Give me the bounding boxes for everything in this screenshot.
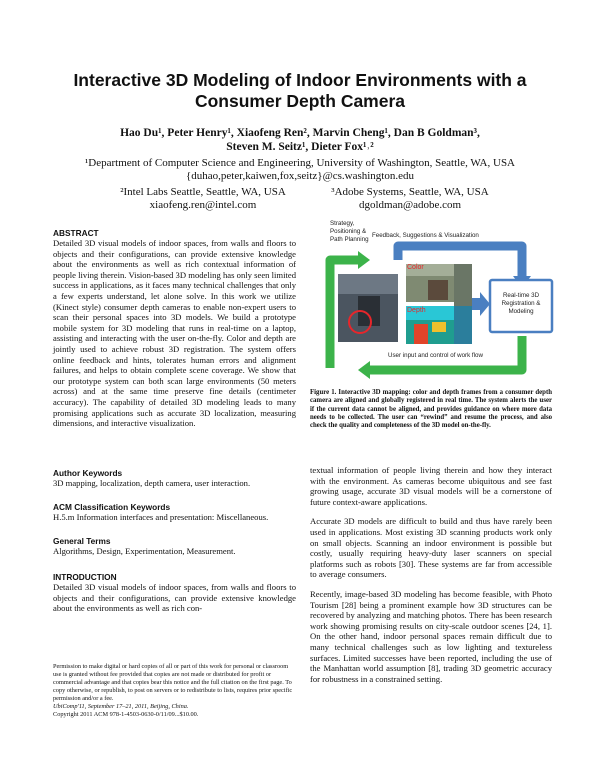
affiliation-adobe-email: dgoldman@adobe.com: [358, 199, 462, 211]
general-terms-text: Algorithms, Design, Experimentation, Measurement.: [53, 546, 236, 556]
permission-notice: [53, 663, 296, 719]
paper-title: Interactive 3D Modeling of Indoor Environments with a Consumer Depth Camera: [73, 70, 527, 111]
affiliation-intel-name: ²Intel Labs Seattle, Seattle, WA, USA: [120, 186, 286, 198]
authors-line-2: Steven M. Seitz¹, Dieter Fox¹˒²: [226, 141, 374, 153]
introduction-section: [53, 572, 296, 614]
label-feedback: Feedback, Suggestions & Visualization: [372, 232, 479, 239]
label-registration: [491, 292, 551, 316]
label-color: Color: [407, 264, 424, 271]
label-strategy-line3: Path Planning: [330, 236, 369, 243]
figure-caption: [310, 389, 552, 430]
permission-text: Permission to make digital or hard copies of all or part of this work for personal or classroom use is granted without fee provided that copies are not made or distributed for profit or commercial advantage and that copies bear this notice and the full citation on the first page. To copy otherwise, or republish, to post on servers or to redistribute to lists, requires prior specific permission and/or a fee.: [53, 663, 293, 702]
venue-line: UbiComp'11, September 17–21, 2011, Beijing, China.: [53, 703, 189, 710]
label-registration-line2: Registration &: [501, 300, 541, 307]
right-column-body: [310, 465, 552, 693]
abstract-heading: ABSTRACT: [53, 228, 99, 238]
label-strategy-line2: Positioning &: [330, 228, 367, 235]
abstract-text: Detailed 3D visual models of indoor spaces, from walls and floors to objects and their configurations, can provide extensive knowledge about the environments as well as rich contextual information of people living therein. Vision-based 3D modeling has only seen limited success in applications, as it faces many technical challenges that only a few experts understand, let alone solve. In this work we utilize (Kinect style) consumer depth cameras to enable non-expert users to scan their personal spaces into 3D models. We build a prototype mobile system for 3D modeling that runs in real-time on a laptop, assisting and interacting with the user on-the-fly. Color and depth are jointly used to achieve robust 3D registration. The system offers online feedback and hints, tolerates human errors and alignment failures, and helps to obtain complete scene coverage. We show that our prototype system can both scan large environments (50 meters across) and at the same time preserve fine details (centimeter accuracy). The capability of detailed 3D modeling leads to many promising applications such as accurate 3D localization, measuring dimensions, and interactive visualization.: [53, 238, 296, 429]
introduction-text: Detailed 3D visual models of indoor spaces, from walls and floors to objects and their configurations, can provide extensive knowledge about the environments as well as rich con-: [53, 582, 296, 614]
author-keywords-section: [53, 468, 296, 489]
author-list: [40, 126, 560, 154]
green-arrow-head-top: [358, 251, 370, 269]
copyright-line: Copyright 2011 ACM 978-1-4503-0630-0/11/09...$10.00.: [53, 711, 199, 718]
body-paragraph-3: Recently, image-based 3D modeling has become feasible, with Photo Tourism [28] being a prominent example how 3D structures can be recovered by analyzing and matching photos. There has been research work showing promising results on city-scale outdoor scenes [24, 1]. On the other hand, indoor personal spaces remain difficult due to many technical challenges such as low lighting and textureless surfaces. Limited successes have been reported, including the use of the Manhattan world assumption [8], trading 3D geometric accuracy for robustness in a constrained setting.: [310, 588, 552, 684]
processing-arrow: [472, 292, 490, 316]
affiliation-intel: [108, 186, 298, 212]
affiliation-adobe-name: ³Adobe Systems, Seattle, WA, USA: [331, 186, 489, 198]
figure-1: [308, 218, 556, 383]
affiliation-adobe: [315, 186, 505, 212]
introduction-heading: INTRODUCTION: [53, 572, 117, 582]
label-registration-line3: Modeling: [508, 308, 534, 315]
general-terms-heading: General Terms: [53, 536, 111, 546]
affiliation-intel-email: xiaofeng.ren@intel.com: [149, 199, 257, 211]
authors-line-1: Hao Du¹, Peter Henry¹, Xiaofeng Ren², Marvin Cheng¹, Dan B Goldman³,: [120, 127, 480, 139]
green-arrow-head-bottom: [358, 361, 370, 379]
author-keywords-text: 3D mapping, localization, depth camera, user interaction.: [53, 478, 251, 488]
label-user-input: User input and control of work flow: [388, 352, 483, 359]
abstract-section: [53, 228, 296, 429]
affiliation-uw-email: {duhao,peter,kaiwen,fox,seitz}@cs.washington.edu: [186, 170, 414, 182]
label-strategy-line1: Strategy,: [330, 220, 355, 227]
label-depth: Depth: [407, 307, 426, 314]
label-registration-line1: Real-time 3D: [502, 292, 540, 299]
body-paragraph-1: textual information of people living therein and how they interact with the environment. As cameras become ubiquitous and see fast growing usage, accurate 3D visual models will be a cornerstone of future context-aware applications.: [310, 465, 552, 507]
body-paragraph-2: Accurate 3D models are difficult to build and thus have rarely been used in applications. Most existing 3D scanning products work only on small objects. Scanning an indoor environment is possible but costly, usually requiring heavy-duty laser scanners on special platforms such as robots [30]. These systems are far from accessible to average consumers.: [310, 516, 552, 580]
figure-caption-text: Figure 1. Interactive 3D mapping: color and depth frames from a consumer depth camera are aligned and globally registered in real time. The system alerts the user if the current data cannot be aligned, and provides guidance on where more data needs to be collected. The user can “rewind” and resume the process, and also check the quality and completeness of the 3D model on-the-fly.: [310, 389, 552, 430]
acm-classification-heading: ACM Classification Keywords: [53, 502, 171, 512]
affiliation-uw: [40, 157, 560, 183]
general-terms-section: [53, 536, 296, 557]
author-keywords-heading: Author Keywords: [53, 468, 123, 478]
acm-classification-section: [53, 502, 296, 523]
affiliation-uw-name: ¹Department of Computer Science and Engineering, University of Washington, Seattle, WA, USA: [85, 157, 515, 169]
acm-classification-text: H.5.m Information interfaces and presentation: Miscellaneous.: [53, 512, 269, 522]
label-strategy: [330, 220, 369, 244]
